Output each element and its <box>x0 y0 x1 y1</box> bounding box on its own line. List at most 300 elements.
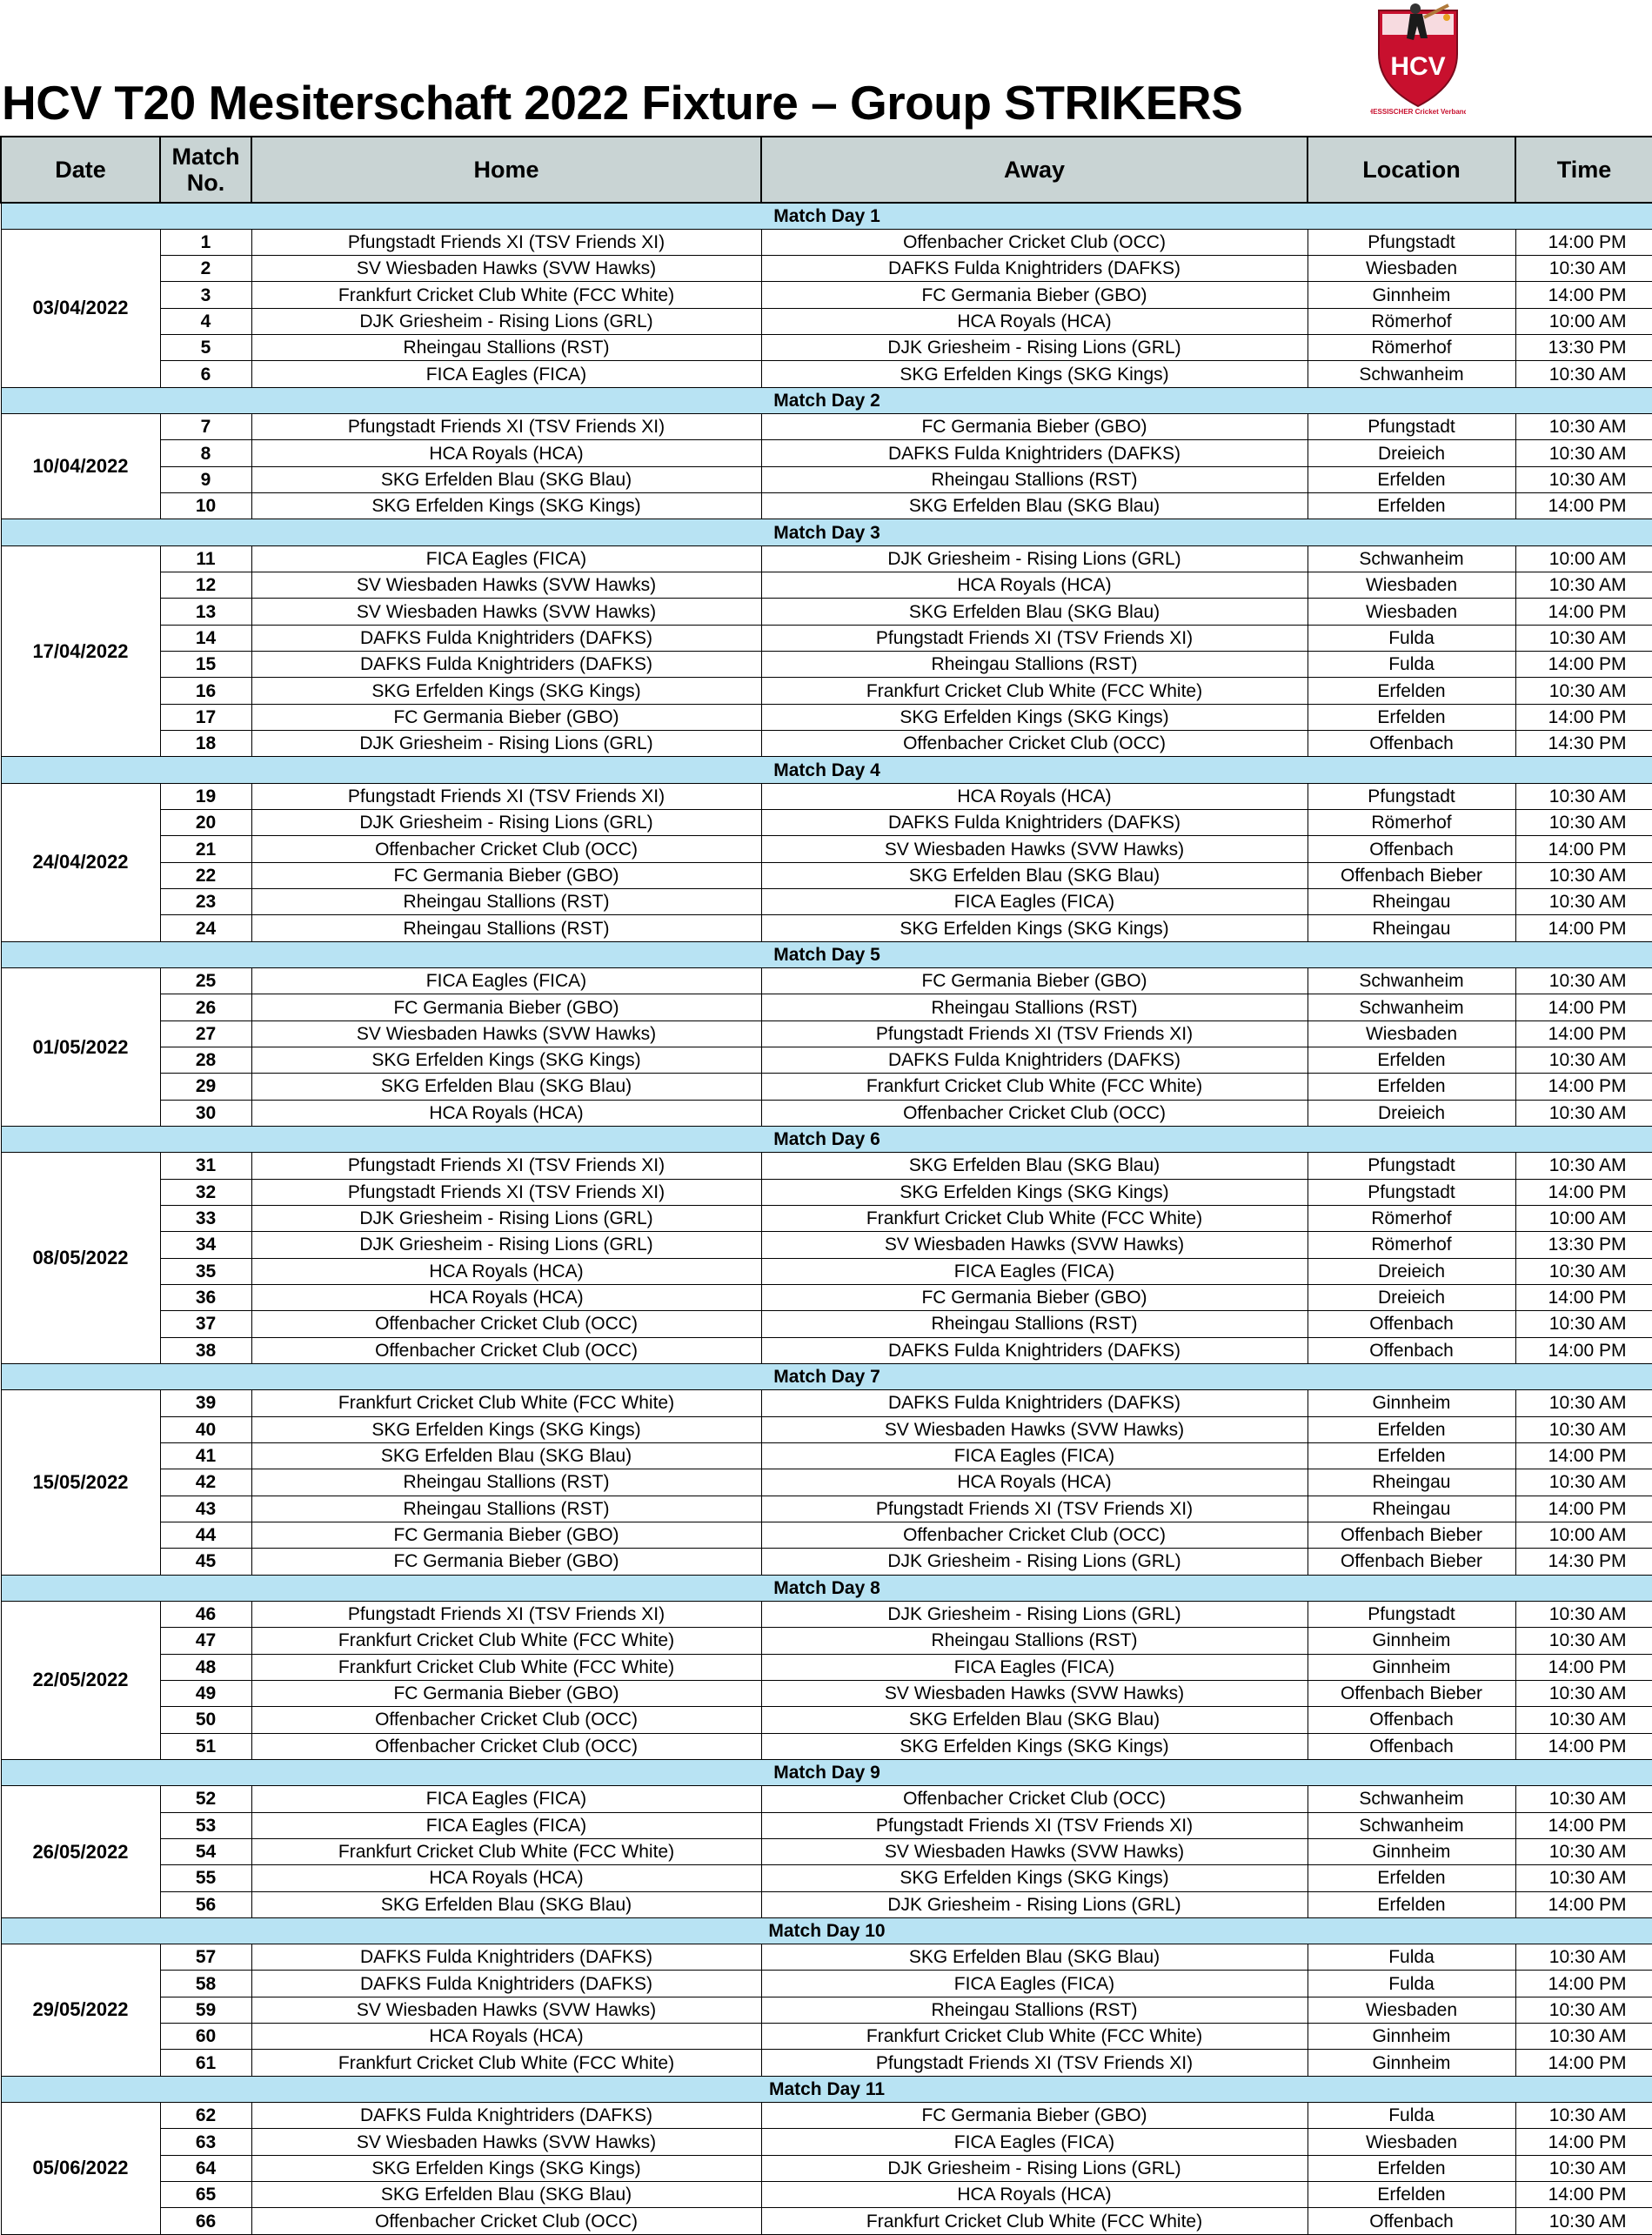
match-location: Erfelden <box>1308 1442 1515 1469</box>
away-team: FC Germania Bieber (GBO) <box>761 1284 1308 1310</box>
match-time: 14:00 PM <box>1515 652 1652 678</box>
match-location: Erfelden <box>1308 1865 1515 1891</box>
match-location: Fulda <box>1308 2103 1515 2129</box>
home-team: HCA Royals (HCA) <box>251 1284 761 1310</box>
match-time: 10:30 AM <box>1515 414 1652 440</box>
match-number: 33 <box>160 1205 251 1231</box>
match-time: 10:30 AM <box>1515 572 1652 599</box>
home-team: FICA Eagles (FICA) <box>251 1786 761 1812</box>
table-row <box>1 1997 1652 2023</box>
away-team: FC Germania Bieber (GBO) <box>761 968 1308 994</box>
home-team: SKG Erfelden Kings (SKG Kings) <box>251 2155 761 2181</box>
match-time: 10:30 AM <box>1515 1997 1652 2023</box>
home-team: FICA Eagles (FICA) <box>251 1812 761 1838</box>
table-row <box>1 308 1652 334</box>
match-number: 8 <box>160 440 251 466</box>
match-number: 44 <box>160 1522 251 1548</box>
match-number: 52 <box>160 1786 251 1812</box>
away-team: Frankfurt Cricket Club White (FCC White) <box>761 1205 1308 1231</box>
match-location: Römerhof <box>1308 1232 1515 1258</box>
match-time: 14:30 PM <box>1515 731 1652 757</box>
match-time: 10:30 AM <box>1515 1944 1652 1971</box>
home-team: DAFKS Fulda Knightriders (DAFKS) <box>251 625 761 651</box>
home-team: FC Germania Bieber (GBO) <box>251 1522 761 1548</box>
match-number: 43 <box>160 1496 251 1522</box>
table-row <box>1 2129 1652 2155</box>
match-time: 14:00 PM <box>1515 493 1652 519</box>
match-number: 37 <box>160 1311 251 1337</box>
match-number: 19 <box>160 783 251 809</box>
table-row <box>1 1020 1652 1047</box>
match-location: Schwanheim <box>1308 994 1515 1020</box>
match-location: Pfungstadt <box>1308 414 1515 440</box>
match-location: Ginnheim <box>1308 1838 1515 1864</box>
home-team: SKG Erfelden Kings (SKG Kings) <box>251 1047 761 1074</box>
away-team: DJK Griesheim - Rising Lions (GRL) <box>761 335 1308 361</box>
match-number: 4 <box>160 308 251 334</box>
match-location: Erfelden <box>1308 493 1515 519</box>
table-row <box>1 625 1652 651</box>
table-row <box>1 968 1652 994</box>
home-team: FC Germania Bieber (GBO) <box>251 1549 761 1575</box>
logo-subtext: HESSISCHER Cricket Verband <box>1370 108 1466 116</box>
match-location: Römerhof <box>1308 810 1515 836</box>
away-team: SKG Erfelden Kings (SKG Kings) <box>761 1865 1308 1891</box>
away-team: FC Germania Bieber (GBO) <box>761 414 1308 440</box>
home-team: SV Wiesbaden Hawks (SVW Hawks) <box>251 1997 761 2023</box>
match-time: 14:00 PM <box>1515 994 1652 1020</box>
match-location: Pfungstadt <box>1308 1601 1515 1627</box>
match-time: 14:00 PM <box>1515 1733 1652 1759</box>
match-number: 25 <box>160 968 251 994</box>
match-location: Rheingau <box>1308 889 1515 915</box>
home-team: DJK Griesheim - Rising Lions (GRL) <box>251 731 761 757</box>
match-number: 59 <box>160 1997 251 2023</box>
home-team: Rheingau Stallions (RST) <box>251 915 761 941</box>
match-day-row <box>1 1917 1652 1944</box>
match-number: 28 <box>160 1047 251 1074</box>
match-time: 10:30 AM <box>1515 1100 1652 1126</box>
away-team: DJK Griesheim - Rising Lions (GRL) <box>761 1601 1308 1627</box>
match-time: 10:30 AM <box>1515 440 1652 466</box>
away-team: Rheingau Stallions (RST) <box>761 994 1308 1020</box>
home-team: DJK Griesheim - Rising Lions (GRL) <box>251 308 761 334</box>
match-date: 03/04/2022 <box>1 229 160 387</box>
match-number: 17 <box>160 704 251 730</box>
match-number: 18 <box>160 731 251 757</box>
match-number: 15 <box>160 652 251 678</box>
match-time: 14:00 PM <box>1515 1337 1652 1363</box>
match-location: Erfelden <box>1308 704 1515 730</box>
away-team: Pfungstadt Friends XI (TSV Friends XI) <box>761 1020 1308 1047</box>
match-time: 10:30 AM <box>1515 1416 1652 1442</box>
away-team: DAFKS Fulda Knightriders (DAFKS) <box>761 256 1308 282</box>
match-day-label: Match Day 1 <box>1 203 1652 229</box>
match-location: Erfelden <box>1308 1074 1515 1100</box>
table-row <box>1 1232 1652 1258</box>
away-team: SKG Erfelden Kings (SKG Kings) <box>761 915 1308 941</box>
away-team: SV Wiesbaden Hawks (SVW Hawks) <box>761 1680 1308 1706</box>
match-time: 10:30 AM <box>1515 1786 1652 1812</box>
match-time: 10:30 AM <box>1515 810 1652 836</box>
table-row <box>1 1944 1652 1971</box>
away-team: SV Wiesbaden Hawks (SVW Hawks) <box>761 1232 1308 1258</box>
match-time: 10:30 AM <box>1515 1601 1652 1627</box>
table-row <box>1 1812 1652 1838</box>
away-team: DJK Griesheim - Rising Lions (GRL) <box>761 1549 1308 1575</box>
match-time: 14:00 PM <box>1515 1074 1652 1100</box>
away-team: SKG Erfelden Blau (SKG Blau) <box>761 493 1308 519</box>
match-location: Offenbach <box>1308 1733 1515 1759</box>
header-away: Away <box>761 137 1308 203</box>
away-team: DAFKS Fulda Knightriders (DAFKS) <box>761 1390 1308 1416</box>
header-match-no <box>160 137 251 203</box>
home-team: SV Wiesbaden Hawks (SVW Hawks) <box>251 572 761 599</box>
match-number: 64 <box>160 2155 251 2181</box>
home-team: FICA Eagles (FICA) <box>251 545 761 572</box>
away-team: DJK Griesheim - Rising Lions (GRL) <box>761 545 1308 572</box>
match-number: 45 <box>160 1549 251 1575</box>
match-time: 10:30 AM <box>1515 678 1652 704</box>
match-number: 61 <box>160 2050 251 2076</box>
table-row <box>1 466 1652 492</box>
away-team: HCA Royals (HCA) <box>761 783 1308 809</box>
match-day-row <box>1 1363 1652 1389</box>
home-team: Offenbacher Cricket Club (OCC) <box>251 2208 761 2234</box>
header-match-no-line1: Match <box>171 143 240 170</box>
away-team: Pfungstadt Friends XI (TSV Friends XI) <box>761 1812 1308 1838</box>
away-team: Frankfurt Cricket Club White (FCC White) <box>761 2024 1308 2050</box>
away-team: SKG Erfelden Kings (SKG Kings) <box>761 1733 1308 1759</box>
match-number: 27 <box>160 1020 251 1047</box>
match-location: Offenbach Bieber <box>1308 1549 1515 1575</box>
away-team: HCA Royals (HCA) <box>761 308 1308 334</box>
match-number: 14 <box>160 625 251 651</box>
table-row <box>1 440 1652 466</box>
match-day-row <box>1 203 1652 229</box>
match-number: 66 <box>160 2208 251 2234</box>
match-day-row <box>1 941 1652 967</box>
away-team: Pfungstadt Friends XI (TSV Friends XI) <box>761 625 1308 651</box>
match-number: 11 <box>160 545 251 572</box>
match-time: 10:30 AM <box>1515 361 1652 387</box>
away-team: HCA Royals (HCA) <box>761 2182 1308 2208</box>
match-time: 14:00 PM <box>1515 1179 1652 1205</box>
home-team: Pfungstadt Friends XI (TSV Friends XI) <box>251 1179 761 1205</box>
match-number: 56 <box>160 1891 251 1917</box>
away-team: SKG Erfelden Blau (SKG Blau) <box>761 862 1308 888</box>
table-row <box>1 1733 1652 1759</box>
table-row <box>1 1416 1652 1442</box>
header-match-no-line2: No. <box>186 170 225 196</box>
match-time: 13:30 PM <box>1515 335 1652 361</box>
match-time: 10:30 AM <box>1515 1865 1652 1891</box>
match-day-label: Match Day 3 <box>1 519 1652 545</box>
home-team: DAFKS Fulda Knightriders (DAFKS) <box>251 1944 761 1971</box>
match-time: 10:00 AM <box>1515 308 1652 334</box>
hcv-logo-graphic <box>1370 0 1466 122</box>
table-row <box>1 783 1652 809</box>
match-date: 05/06/2022 <box>1 2103 160 2235</box>
match-number: 2 <box>160 256 251 282</box>
match-day-label: Match Day 9 <box>1 1759 1652 1785</box>
match-number: 41 <box>160 1442 251 1469</box>
away-team: SKG Erfelden Blau (SKG Blau) <box>761 1707 1308 1733</box>
home-team: FICA Eagles (FICA) <box>251 968 761 994</box>
match-time: 14:00 PM <box>1515 1812 1652 1838</box>
match-day-label: Match Day 6 <box>1 1126 1652 1152</box>
home-team: SV Wiesbaden Hawks (SVW Hawks) <box>251 599 761 625</box>
table-row <box>1 1680 1652 1706</box>
match-time: 14:30 PM <box>1515 1549 1652 1575</box>
match-day-row <box>1 387 1652 413</box>
header-date: Date <box>1 137 160 203</box>
match-location: Rheingau <box>1308 1469 1515 1496</box>
match-location: Offenbach Bieber <box>1308 862 1515 888</box>
match-time: 10:30 AM <box>1515 625 1652 651</box>
match-location: Fulda <box>1308 652 1515 678</box>
away-team: SKG Erfelden Blau (SKG Blau) <box>761 1153 1308 1179</box>
home-team: SV Wiesbaden Hawks (SVW Hawks) <box>251 2129 761 2155</box>
match-number: 65 <box>160 2182 251 2208</box>
table-row <box>1 1469 1652 1496</box>
match-time: 10:30 AM <box>1515 783 1652 809</box>
match-time: 14:00 PM <box>1515 1654 1652 1680</box>
home-team: HCA Royals (HCA) <box>251 440 761 466</box>
match-location: Ginnheim <box>1308 2050 1515 2076</box>
match-time: 10:30 AM <box>1515 256 1652 282</box>
match-day-label: Match Day 7 <box>1 1363 1652 1389</box>
match-time: 10:30 AM <box>1515 2024 1652 2050</box>
match-number: 9 <box>160 466 251 492</box>
home-team: Frankfurt Cricket Club White (FCC White) <box>251 1838 761 1864</box>
away-team: DAFKS Fulda Knightriders (DAFKS) <box>761 1337 1308 1363</box>
away-team: DAFKS Fulda Knightriders (DAFKS) <box>761 440 1308 466</box>
home-team: Pfungstadt Friends XI (TSV Friends XI) <box>251 414 761 440</box>
away-team: FC Germania Bieber (GBO) <box>761 282 1308 308</box>
table-row <box>1 652 1652 678</box>
match-day-label: Match Day 11 <box>1 2076 1652 2102</box>
logo-text: HCV <box>1390 52 1446 81</box>
match-number: 57 <box>160 1944 251 1971</box>
match-number: 3 <box>160 282 251 308</box>
match-location: Erfelden <box>1308 1047 1515 1074</box>
match-time: 10:30 AM <box>1515 1707 1652 1733</box>
table-row <box>1 1390 1652 1416</box>
table-row <box>1 1971 1652 1997</box>
match-number: 32 <box>160 1179 251 1205</box>
match-location: Wiesbaden <box>1308 599 1515 625</box>
home-team: SV Wiesbaden Hawks (SVW Hawks) <box>251 1020 761 1047</box>
table-row <box>1 1628 1652 1654</box>
match-number: 5 <box>160 335 251 361</box>
table-row <box>1 2103 1652 2129</box>
table-row <box>1 493 1652 519</box>
match-time: 10:30 AM <box>1515 968 1652 994</box>
table-row <box>1 1074 1652 1100</box>
match-location: Wiesbaden <box>1308 1020 1515 1047</box>
match-number: 16 <box>160 678 251 704</box>
home-team: Pfungstadt Friends XI (TSV Friends XI) <box>251 229 761 255</box>
match-day-row <box>1 1575 1652 1601</box>
match-time: 14:00 PM <box>1515 1020 1652 1047</box>
away-team: FICA Eagles (FICA) <box>761 889 1308 915</box>
match-time: 10:30 AM <box>1515 1680 1652 1706</box>
table-row <box>1 1100 1652 1126</box>
home-team: HCA Royals (HCA) <box>251 1100 761 1126</box>
home-team: DJK Griesheim - Rising Lions (GRL) <box>251 1205 761 1231</box>
match-number: 42 <box>160 1469 251 1496</box>
match-location: Pfungstadt <box>1308 1179 1515 1205</box>
home-team: Pfungstadt Friends XI (TSV Friends XI) <box>251 783 761 809</box>
away-team: Pfungstadt Friends XI (TSV Friends XI) <box>761 1496 1308 1522</box>
table-row <box>1 1786 1652 1812</box>
match-location: Römerhof <box>1308 308 1515 334</box>
table-row <box>1 836 1652 862</box>
match-time: 14:00 PM <box>1515 915 1652 941</box>
match-day-row <box>1 1126 1652 1152</box>
table-row <box>1 545 1652 572</box>
table-header <box>1 137 1652 203</box>
away-team: Frankfurt Cricket Club White (FCC White) <box>761 678 1308 704</box>
table-row <box>1 1601 1652 1627</box>
match-date: 10/04/2022 <box>1 414 160 519</box>
away-team: SKG Erfelden Kings (SKG Kings) <box>761 704 1308 730</box>
match-number: 53 <box>160 1812 251 1838</box>
table-row <box>1 1205 1652 1231</box>
match-location: Erfelden <box>1308 2155 1515 2181</box>
match-number: 47 <box>160 1628 251 1654</box>
match-date: 22/05/2022 <box>1 1601 160 1759</box>
away-team: Offenbacher Cricket Club (OCC) <box>761 1786 1308 1812</box>
match-number: 35 <box>160 1258 251 1284</box>
home-team: Offenbacher Cricket Club (OCC) <box>251 1337 761 1363</box>
match-location: Offenbach Bieber <box>1308 1680 1515 1706</box>
match-number: 29 <box>160 1074 251 1100</box>
match-number: 30 <box>160 1100 251 1126</box>
match-time: 14:00 PM <box>1515 1496 1652 1522</box>
match-time: 10:30 AM <box>1515 2208 1652 2234</box>
match-number: 21 <box>160 836 251 862</box>
home-team: HCA Royals (HCA) <box>251 1258 761 1284</box>
match-location: Erfelden <box>1308 678 1515 704</box>
match-time: 10:30 AM <box>1515 1838 1652 1864</box>
table-row <box>1 731 1652 757</box>
match-number: 34 <box>160 1232 251 1258</box>
match-date: 15/05/2022 <box>1 1390 160 1575</box>
match-number: 13 <box>160 599 251 625</box>
match-time: 14:00 PM <box>1515 1971 1652 1997</box>
header-location: Location <box>1308 137 1515 203</box>
away-team: Rheingau Stallions (RST) <box>761 466 1308 492</box>
table-row <box>1 810 1652 836</box>
match-location: Erfelden <box>1308 466 1515 492</box>
match-day-label: Match Day 4 <box>1 757 1652 783</box>
match-number: 36 <box>160 1284 251 1310</box>
home-team: FICA Eagles (FICA) <box>251 361 761 387</box>
away-team: Frankfurt Cricket Club White (FCC White) <box>761 1074 1308 1100</box>
match-number: 38 <box>160 1337 251 1363</box>
match-location: Fulda <box>1308 1971 1515 1997</box>
away-team: FC Germania Bieber (GBO) <box>761 2103 1308 2129</box>
away-team: SKG Erfelden Blau (SKG Blau) <box>761 1944 1308 1971</box>
away-team: SV Wiesbaden Hawks (SVW Hawks) <box>761 1838 1308 1864</box>
away-team: Rheingau Stallions (RST) <box>761 1628 1308 1654</box>
match-number: 62 <box>160 2103 251 2129</box>
table-row <box>1 1047 1652 1074</box>
home-team: Frankfurt Cricket Club White (FCC White) <box>251 1390 761 1416</box>
match-location: Schwanheim <box>1308 361 1515 387</box>
away-team: SKG Erfelden Kings (SKG Kings) <box>761 361 1308 387</box>
away-team: HCA Royals (HCA) <box>761 572 1308 599</box>
home-team: SKG Erfelden Blau (SKG Blau) <box>251 1891 761 1917</box>
match-time: 10:30 AM <box>1515 1258 1652 1284</box>
away-team: Offenbacher Cricket Club (OCC) <box>761 229 1308 255</box>
match-location: Offenbach <box>1308 1311 1515 1337</box>
match-date: 01/05/2022 <box>1 968 160 1127</box>
match-number: 26 <box>160 994 251 1020</box>
match-location: Ginnheim <box>1308 2024 1515 2050</box>
match-day-row <box>1 2076 1652 2102</box>
match-location: Offenbach <box>1308 1707 1515 1733</box>
away-team: Rheingau Stallions (RST) <box>761 1997 1308 2023</box>
match-location: Offenbach <box>1308 731 1515 757</box>
match-number: 6 <box>160 361 251 387</box>
match-location: Dreieich <box>1308 1284 1515 1310</box>
header-time: Time <box>1515 137 1652 203</box>
match-location: Pfungstadt <box>1308 1153 1515 1179</box>
table-row <box>1 1865 1652 1891</box>
match-number: 48 <box>160 1654 251 1680</box>
match-time: 10:30 AM <box>1515 1311 1652 1337</box>
match-location: Dreieich <box>1308 1258 1515 1284</box>
away-team: DJK Griesheim - Rising Lions (GRL) <box>761 2155 1308 2181</box>
home-team: Frankfurt Cricket Club White (FCC White) <box>251 282 761 308</box>
match-time: 10:30 AM <box>1515 1153 1652 1179</box>
table-body <box>1 203 1652 2234</box>
match-location: Pfungstadt <box>1308 783 1515 809</box>
match-location: Ginnheim <box>1308 282 1515 308</box>
match-location: Erfelden <box>1308 2182 1515 2208</box>
table-row <box>1 678 1652 704</box>
match-time: 10:30 AM <box>1515 1628 1652 1654</box>
match-location: Schwanheim <box>1308 545 1515 572</box>
table-row <box>1 1549 1652 1575</box>
match-number: 63 <box>160 2129 251 2155</box>
match-number: 24 <box>160 915 251 941</box>
away-team: Frankfurt Cricket Club White (FCC White) <box>761 2208 1308 2234</box>
away-team: Pfungstadt Friends XI (TSV Friends XI) <box>761 2050 1308 2076</box>
table-row <box>1 256 1652 282</box>
away-team: FICA Eagles (FICA) <box>761 1258 1308 1284</box>
home-team: SV Wiesbaden Hawks (SVW Hawks) <box>251 256 761 282</box>
away-team: Offenbacher Cricket Club (OCC) <box>761 731 1308 757</box>
match-number: 58 <box>160 1971 251 1997</box>
hcv-logo <box>1370 0 1466 122</box>
home-team: DAFKS Fulda Knightriders (DAFKS) <box>251 652 761 678</box>
match-day-label: Match Day 2 <box>1 387 1652 413</box>
match-number: 50 <box>160 1707 251 1733</box>
match-date: 24/04/2022 <box>1 783 160 941</box>
match-time: 10:00 AM <box>1515 545 1652 572</box>
match-time: 14:00 PM <box>1515 282 1652 308</box>
table-row <box>1 361 1652 387</box>
away-team: FICA Eagles (FICA) <box>761 1971 1308 1997</box>
home-team: DAFKS Fulda Knightriders (DAFKS) <box>251 1971 761 1997</box>
match-number: 31 <box>160 1153 251 1179</box>
home-team: DJK Griesheim - Rising Lions (GRL) <box>251 1232 761 1258</box>
table-row <box>1 1522 1652 1548</box>
